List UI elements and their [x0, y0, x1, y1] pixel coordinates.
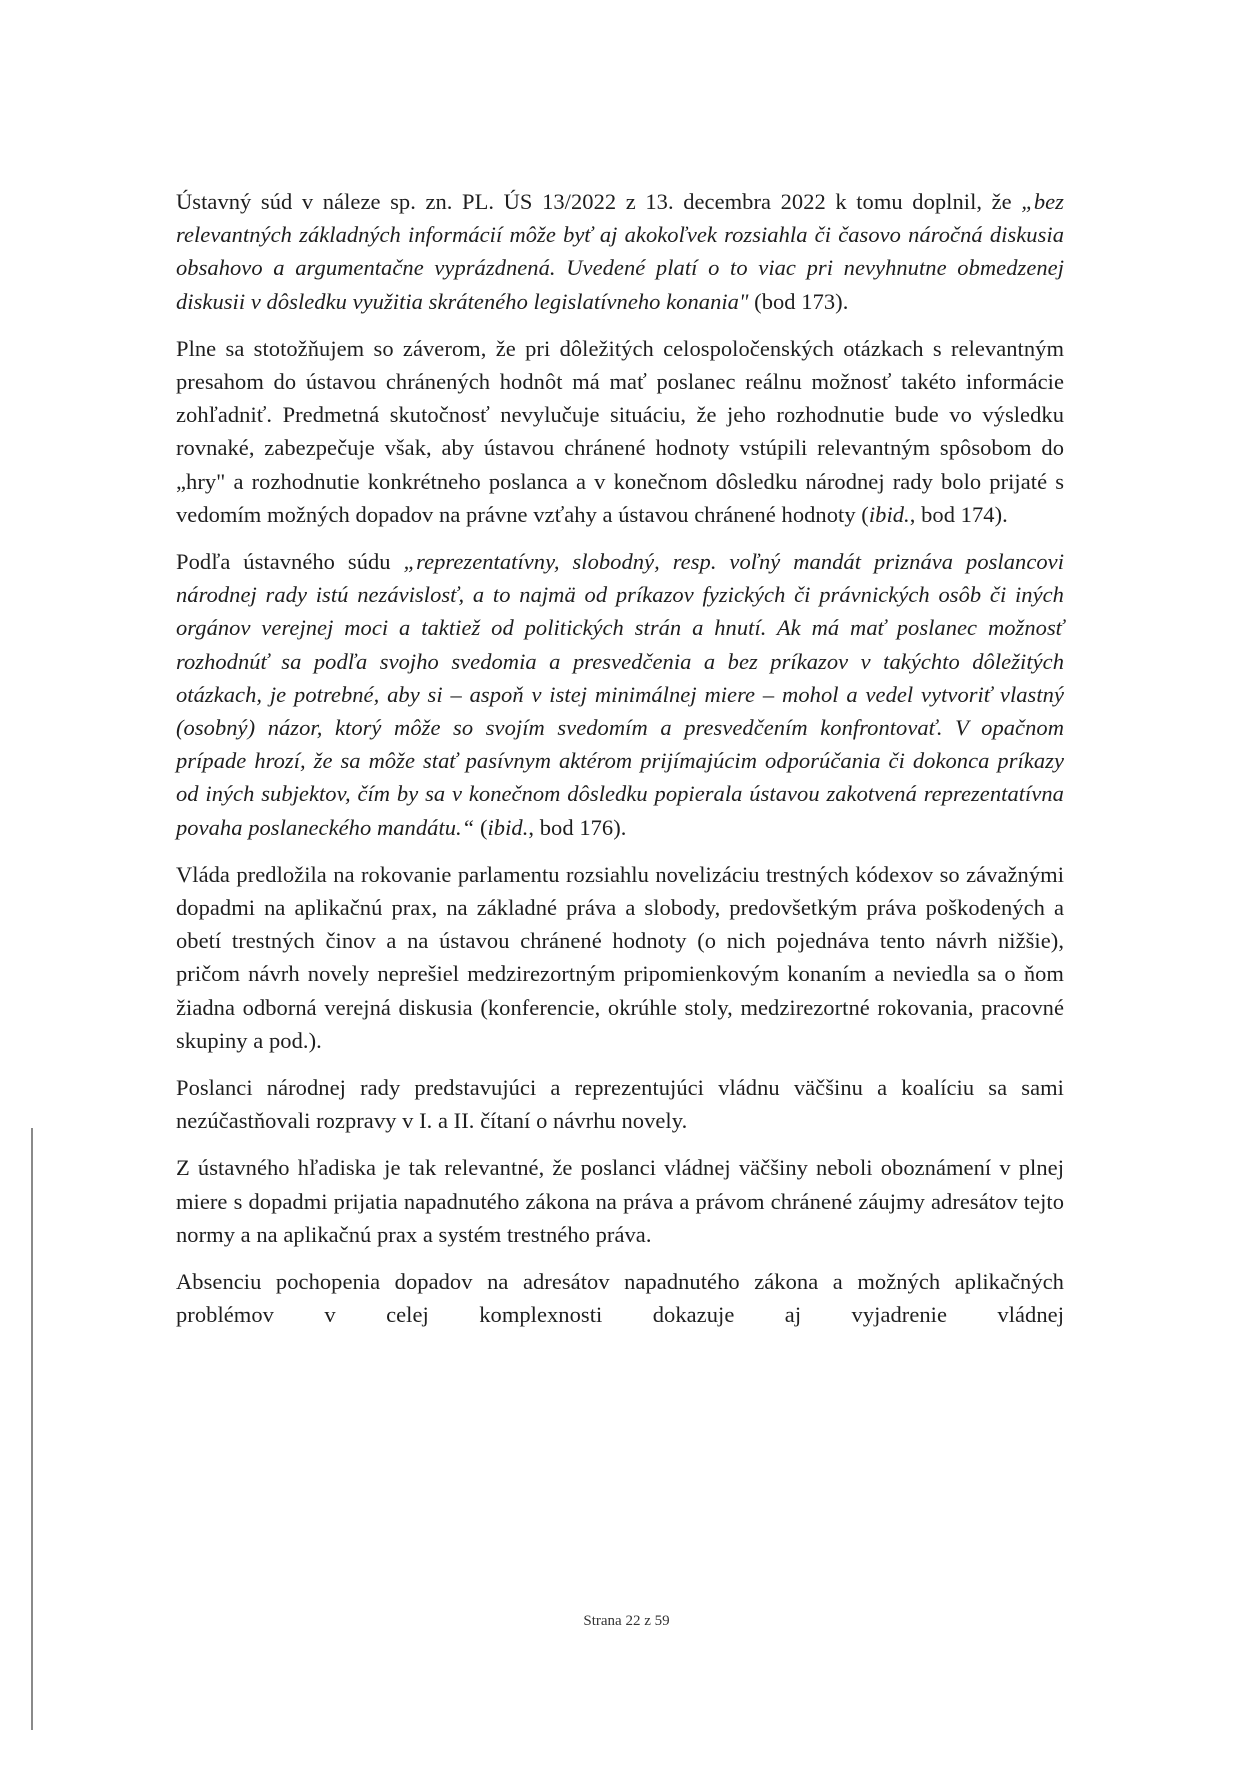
paragraph-6 — [176, 1151, 1064, 1251]
text-segment: Ústavný súd v náleze sp. zn. PL. ÚS 13/2022 z 13. decembra 2022 k tomu doplnil, že — [176, 189, 1022, 214]
citation-segment: ibid. — [868, 501, 910, 527]
text-segment: ( — [474, 814, 488, 840]
text-segment: Plne sa stotožňujem so záverom, že pri dôležitých celospoločenských otázkach s relevantným presahom do ústavou chránených hodnôt má mať poslanec reálnu možnosť takéto informácie zohľadniť. Predmetná skutočnosť nevylučuje situáciu, že jeho rozhodnutie bude vo výsledku rovnaké, zabezpečuje však, aby ústavou chránené hodnoty vstúpili relevantným spôsobom do „hry" a rozhodnutie konkrétneho poslanca a v konečnom dôsledku národnej rady bolo prijaté s vedomím možných dopadov na právne vzťahy a ústavou chránené hodnoty ( — [176, 335, 1064, 527]
citation-segment: ibid. — [487, 814, 529, 840]
paragraph-1 — [176, 185, 1064, 318]
text-segment: Podľa ústavného súdu — [176, 549, 404, 575]
quote-segment: „bez relevantných základných informácií môže byť aj akokoľvek rozsiahla či časovo náročná diskusia obsahovo a argumentačne vyprázdnená. Uvedené platí o to viac pri nevyhnutne obmedzenej diskusii v dôsledku využitia skráteného legislatívneho konania" — [176, 189, 1064, 314]
text-segment: Z ústavného hľadiska je tak relevantné, že poslanci vládnej väčšiny neboli oboznámení v plnej miere s dopadmi prijatia napadnutého zákona na práva a právom chránené záujmy adresátov tejto normy a na aplikačnú prax a systém trestného práva. — [176, 1155, 1064, 1247]
quote-segment: „reprezentatívny, slobodný, resp. voľný mandát priznáva poslancovi národnej rady istú nezávislosť, a to najmä od príkazov fyzických či právnických osôb či iných orgánov verejnej moci a taktiež od politických strán a hnutí. Ak má mať poslanec možnosť rozhodnúť sa podľa svojho svedomia a presvedčenia a bez príkazov v takýchto dôležitých otázkach, je potrebné, aby si – aspoň v istej minimálnej miere – mohol a vedel vytvoriť vlastný (osobný) názor, ktorý môže so svojím svedomím a presvedčením konfrontovať. V opačnom prípade hrozí, že sa môže stať pasívnym aktérom prijímajúcim odporúčania či dokonca príkazy od iných subjektov, čím by sa v konečnom dôsledku popierala ústavou zakotvená reprezentatívna povaha poslaneckého mandátu.“ — [176, 549, 1064, 840]
scan-edge-line — [31, 1128, 33, 1730]
text-segment: Vláda predložila na rokovanie parlamentu rozsiahlu novelizáciu trestných kódexov so závažnými dopadmi na aplikačnú prax, na základné práva a slobody, predovšetkým práva poškodených a obetí trestných činov a na ústavou chránené hodnoty (o nich pojednáva tento návrh nižšie), pričom návrh novely neprešiel medzirezortným pripomienkovým konaním a neviedla sa o ňom žiadna odborná verejná diskusia (konferencie, okrúhle stoly, medzirezortné rokovania, pracovné skupiny a pod.). — [176, 861, 1064, 1053]
paragraph-3 — [176, 545, 1064, 844]
paragraph-5 — [176, 1071, 1064, 1137]
text-segment: , bod 174). — [909, 501, 1008, 527]
document-body — [176, 185, 1064, 1346]
page-number-footer: Strana 22 z 59 — [583, 1613, 670, 1629]
text-segment: Poslanci národnej rady predstavujúci a reprezentujúci vládnu väčšinu a koalíciu sa sami nezúčastňovali rozpravy v I. a II. čítaní o návrhu novely. — [176, 1075, 1064, 1134]
text-segment: Absenciu pochopenia dopadov na adresátov napadnutého zákona a možných aplikačných problémov v celej komplexnosti dokazuje aj vyjadrenie vládnej — [176, 1269, 1064, 1328]
text-segment: (bod 173). — [748, 288, 849, 314]
paragraph-2 — [176, 332, 1064, 531]
paragraph-4 — [176, 858, 1064, 1057]
text-segment: , bod 176). — [528, 814, 627, 840]
paragraph-7 — [176, 1265, 1064, 1331]
